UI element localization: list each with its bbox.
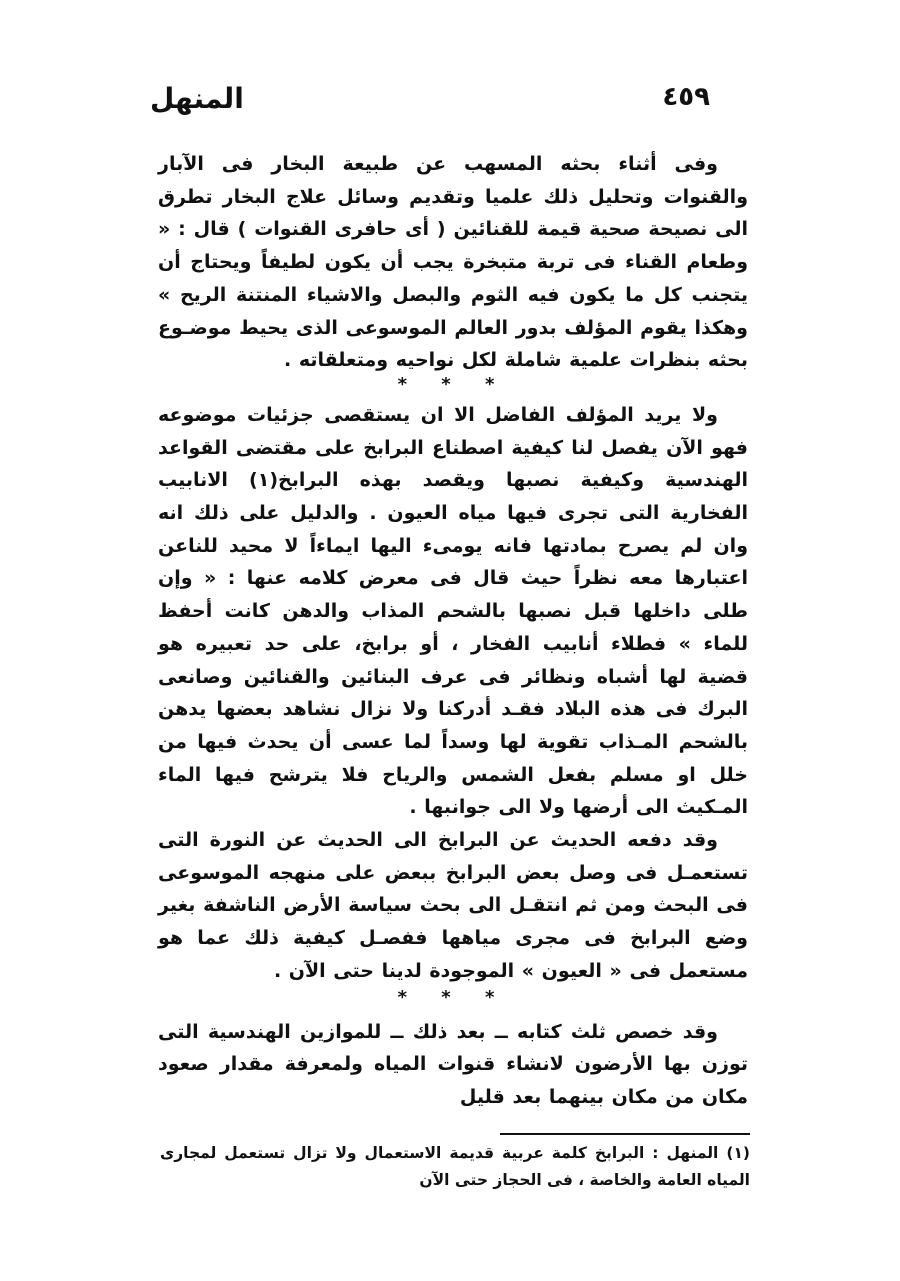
page-number: ٤٥٩ <box>662 82 710 112</box>
running-title: المنهل <box>150 82 244 115</box>
paragraph-2: ولا يريد المؤلف الفاضل الا ان يستقصى جزئيات موضوعه فهو الآن يفصل لنا كيفية اصطناع البرابخ على مقتضى القواعد الهندسية وكيفية نصبها ويقصد بهذه البرابخ(١) الانابيب الفخارية التى تجرى فيها مياه العيون . والدليل على ذلك انه وان لم يصرح بمادتها فانه يومىء اليها ايماءاً لا محيد للناعن اعتبارها معه نظراً حيث قال فى معرض كلامه عنها : « وإن طلى داخلها قبل نصبها بالشحم المذاب والدهن كانت أحفظ للماء » فطلاء أنابيب الفخار ، أو برابخ، على حد تعبيره هو قضية لها أشباه ونظائر فى عرف البنائين والقنائين وصانعى البرك فى هذه البلاد فقـد أدركنا ولا نزال نشاهد بعضها يدهن بالشحم المـذاب تقوية لها وسداً لما عسى أن يحدث فيها من خلل او مسلم بفعل الشمس والرياح فلا يترشح فيها الماء المـكيث الى أرضها ولا الى جوانبها . <box>158 403 748 819</box>
footnote-divider <box>500 1133 750 1135</box>
paragraph-3: وقد دفعه الحديث عن البرابخ الى الحديث عن النورة التى تستعمـل فى وصل بعض البرابخ ببعض على منهجه الموسوعى فى البحث ومن ثم انتقـل الى بحث سياسة الأرض الناشفة بغير وضع البرابخ فى مجرى مياهها ففصـل كيفية ذلك عما هو مستعمل فى « العيون » الموجودة لدينا حتى الآن . <box>158 829 748 982</box>
paragraph-4: وقد خصص ثلث كتابه ــ بعد ذلك ــ للموازين الهندسية التى توزن بها الأرضون لانشاء قنوات المياه ولمعرفة مقدار صعود مكان من مكان بينهما بعد قليل <box>158 1020 748 1108</box>
body-text <box>158 148 748 1114</box>
section-separator-2: * * * <box>397 986 509 1008</box>
footnote: (١) المنهل : البرابخ كلمة عربية قديمة الاستعمال ولا تزال تستعمل لمجارى المياه العامة والخاصة ، فى الحجاز حتى الآن <box>160 1144 750 1189</box>
section-separator-1: * * * <box>397 373 509 395</box>
paragraph-1: وفى أثناء بحثه المسهب عن طبيعة البخار فى الآبار والقنوات وتحليل ذلك علميا وتقديم وسائل علاج البخار تطرق الى نصيحة صحية قيمة للقنائين ( أى حافرى القنوات ) قال : « وطعام القناء فى تربة متبخرة يجب أن يكون لطيفاً ويحتاج أن يتجنب كل ما يكون فيه الثوم والبصل والاشياء المنتنة الريح » وهكذا يقوم المؤلف بدور العالم الموسوعى الذى يحيط موضـوع بحثه بنظرات علمية شاملة لكل نواحيه ومتعلقاته . <box>158 153 748 372</box>
page-header <box>150 82 710 122</box>
